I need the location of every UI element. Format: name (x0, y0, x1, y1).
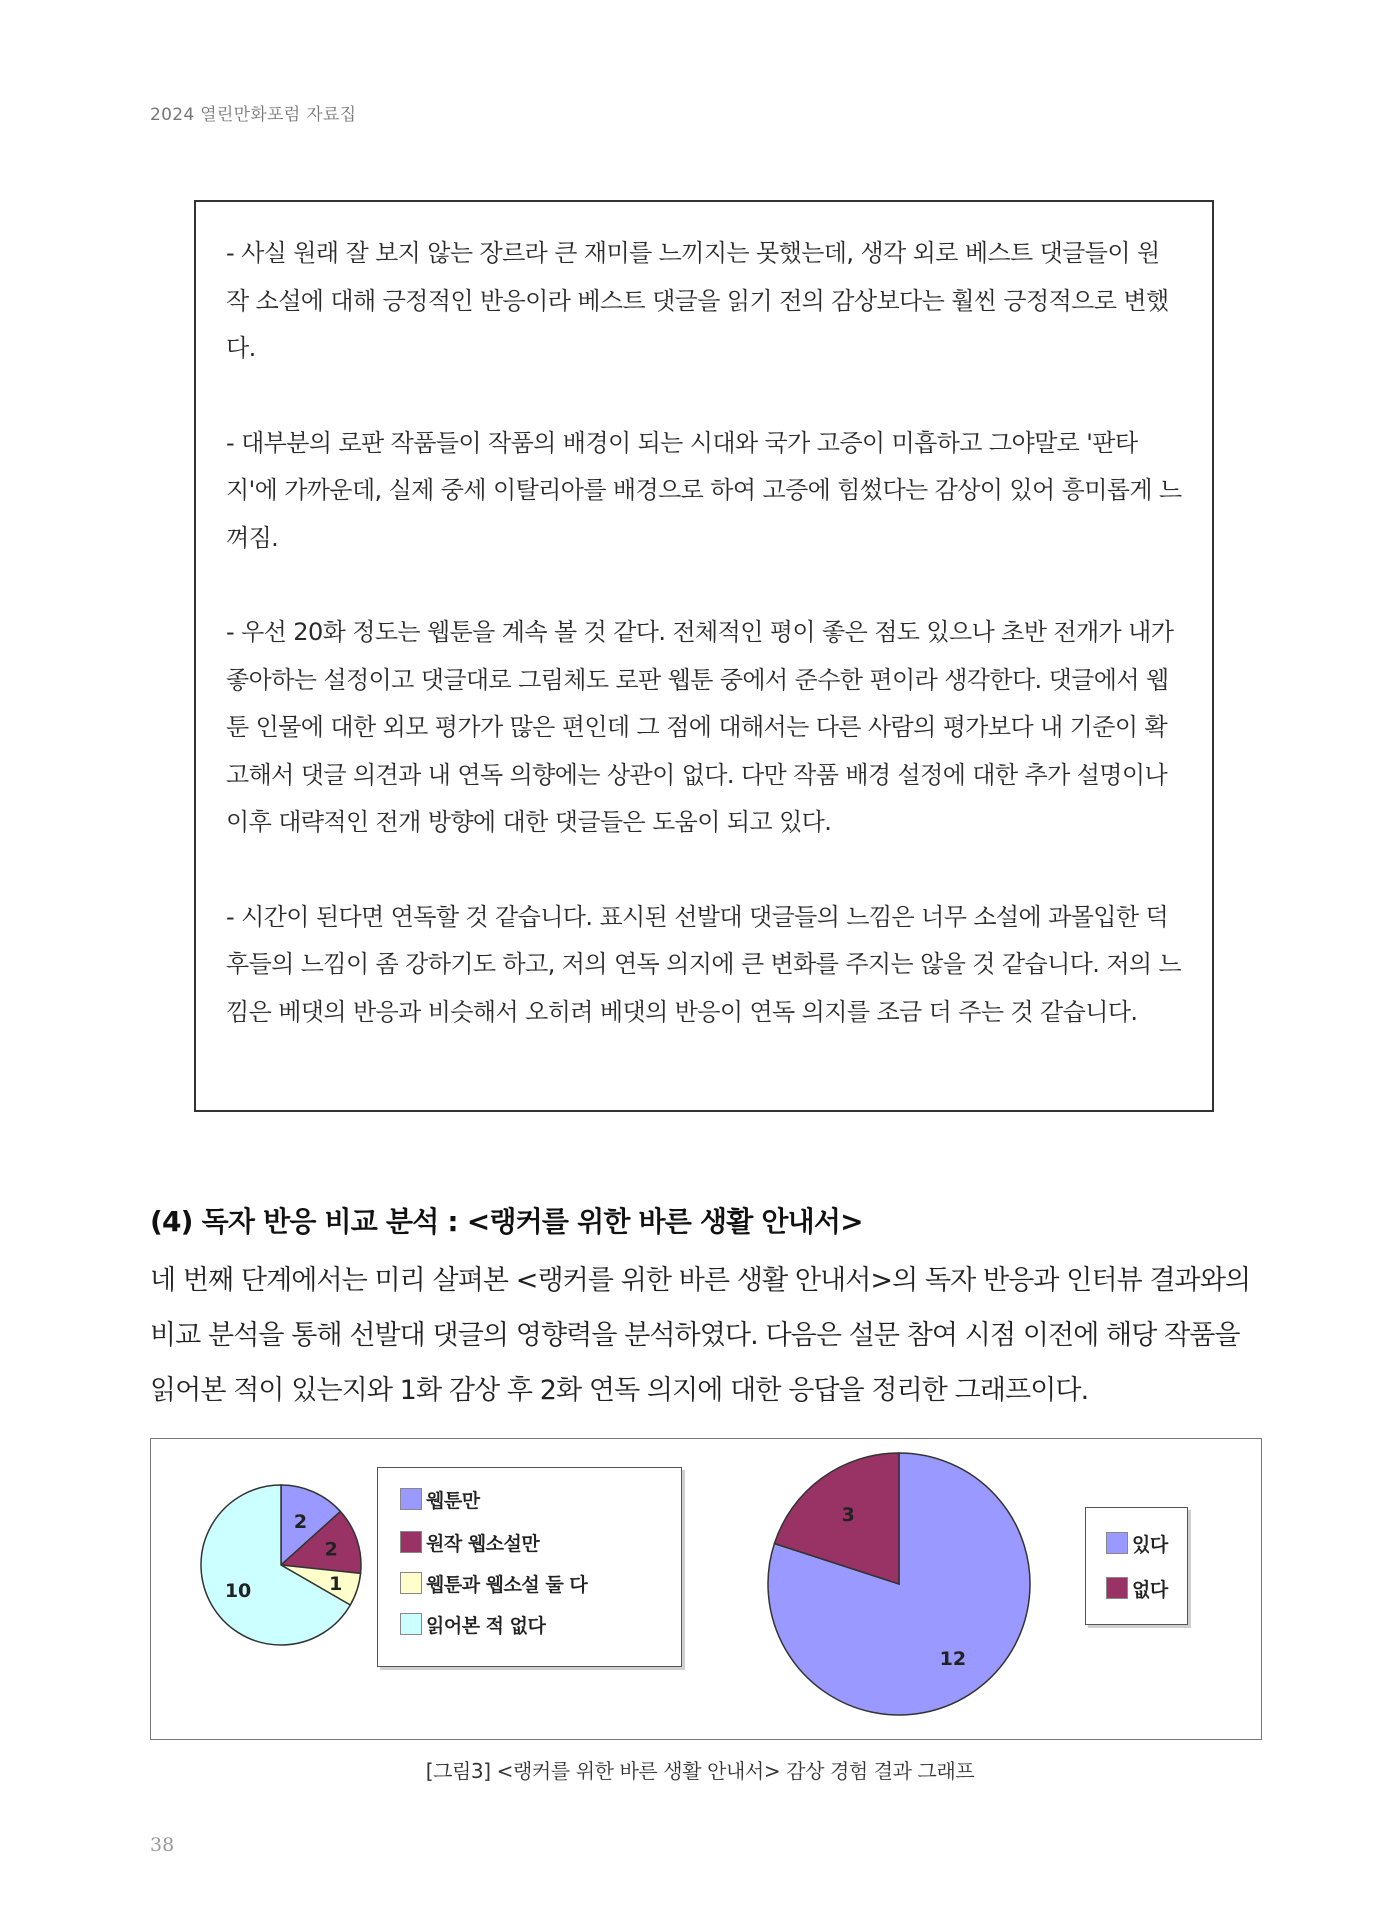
pie1-legend-item-4 (400, 1611, 545, 1637)
quote-paragraph-1: - 사실 원래 잘 보지 않는 장르라 큰 재미를 느끼지는 못했는데, 생각 외로 베스트 댓글들이 원작 소설에 대해 긍정적인 반응이라 베스트 댓글을 읽기 전의 감상보다는 훨씬 긍정적으로 변했다. (226, 239, 1169, 362)
legend-label: 읽어본 적 없다 (426, 1614, 546, 1637)
legend-swatch (1106, 1532, 1128, 1554)
legend-swatch (400, 1531, 422, 1553)
pie2-data-label-2: 3 (841, 1504, 855, 1527)
legend-label: 원작 웹소설만 (426, 1532, 540, 1555)
legend-label: 웹툰만 (426, 1489, 480, 1512)
pie1-data-label-3: 1 (329, 1572, 343, 1595)
pie1-data-label-4: 10 (224, 1579, 252, 1602)
legend-label: 웹툰과 웹소설 둘 다 (426, 1573, 588, 1596)
pie2-legend-item-2 (1106, 1575, 1168, 1601)
legend-swatch (400, 1613, 422, 1635)
pie1-legend-item-2 (400, 1529, 539, 1555)
pie1-data-label-1: 2 (293, 1511, 308, 1534)
pie2-legend-item-1 (1106, 1530, 1168, 1556)
legend-label: 있다 (1132, 1533, 1168, 1556)
figure-caption: [그림3] <랭커를 위한 바른 생활 안내서> 감상 경험 결과 그래프 (425, 1759, 975, 1783)
pie1-legend-item-1 (400, 1486, 480, 1512)
legend-swatch (1106, 1577, 1128, 1599)
legend-swatch (400, 1488, 422, 1510)
section-heading: (4) 독자 반응 비교 분석 : <랭커를 위한 바른 생활 안내서> (150, 1205, 863, 1238)
figure-frame (150, 1438, 1262, 1740)
page-number: 38 (150, 1834, 175, 1856)
pie1-legend-item-3 (400, 1570, 587, 1596)
pie1-data-label-2: 2 (324, 1538, 338, 1561)
pie2-data-label-1: 12 (939, 1648, 967, 1671)
quote-paragraph-2: - 대부분의 로판 작품들이 작품의 배경이 되는 시대와 국가 고증이 미흡하고 그야말로 '판타지'에 가까운데, 실제 중세 이탈리아를 배경으로 하여 고증에 힘썼다는 감상이 있어 흥미롭게 느껴짐. (226, 428, 1182, 552)
section-body: 네 번째 단계에서는 미리 살펴본 <랭커를 위한 바른 생활 안내서>의 독자 반응과 인터뷰 결과와의 비교 분석을 통해 선발대 댓글의 영향력을 분석하였다. 다음은 설문 참여 시점 이전에 해당 작품을 읽어본 적이 있는지와 1화 감상 후 2화 연독 의지에 대한 응답을 정리한 그래프이다. (150, 1265, 1251, 1406)
quote-paragraph-4: - 시간이 된다면 연독할 것 같습니다. 표시된 선발대 댓글들의 느낌은 너무 소설에 과몰입한 덕후들의 느낌이 좀 강하기도 하고, 저의 연독 의지에 큰 변화를 주지는 않을 것 같습니다. 저의 느낌은 베댓의 반응과 비슷해서 오히려 베댓의 반응이 연독 의지를 조금 더 주는 것 같습니다. (226, 902, 1182, 1026)
pie1-legend (377, 1467, 682, 1667)
running-header: 2024 열린만화포럼 자료집 (150, 105, 357, 125)
quote-paragraph-3: - 우선 20화 정도는 웹툰을 계속 볼 것 같다. 전체적인 평이 좋은 점도 있으나 초반 전개가 내가 좋아하는 설정이고 댓글대로 그림체도 로판 웹툰 중에서 준수한 편이라 생각한다. 댓글에서 웹툰 인물에 대한 외모 평가가 많은 편인데 그 점에 대해서는 다른 사람의 평가보다 내 기준이 확고해서 댓글 의견과 내 연독 의향에는 상관이 없다. 다만 작품 배경 설정에 대한 추가 설명이나 이후 대략적인 전개 방향에 대한 댓글들은 도움이 되고 있다. (226, 618, 1174, 836)
interview-quote-box (194, 200, 1214, 1112)
legend-label: 없다 (1132, 1578, 1168, 1601)
pie2-legend (1085, 1507, 1188, 1625)
legend-swatch (400, 1572, 422, 1594)
